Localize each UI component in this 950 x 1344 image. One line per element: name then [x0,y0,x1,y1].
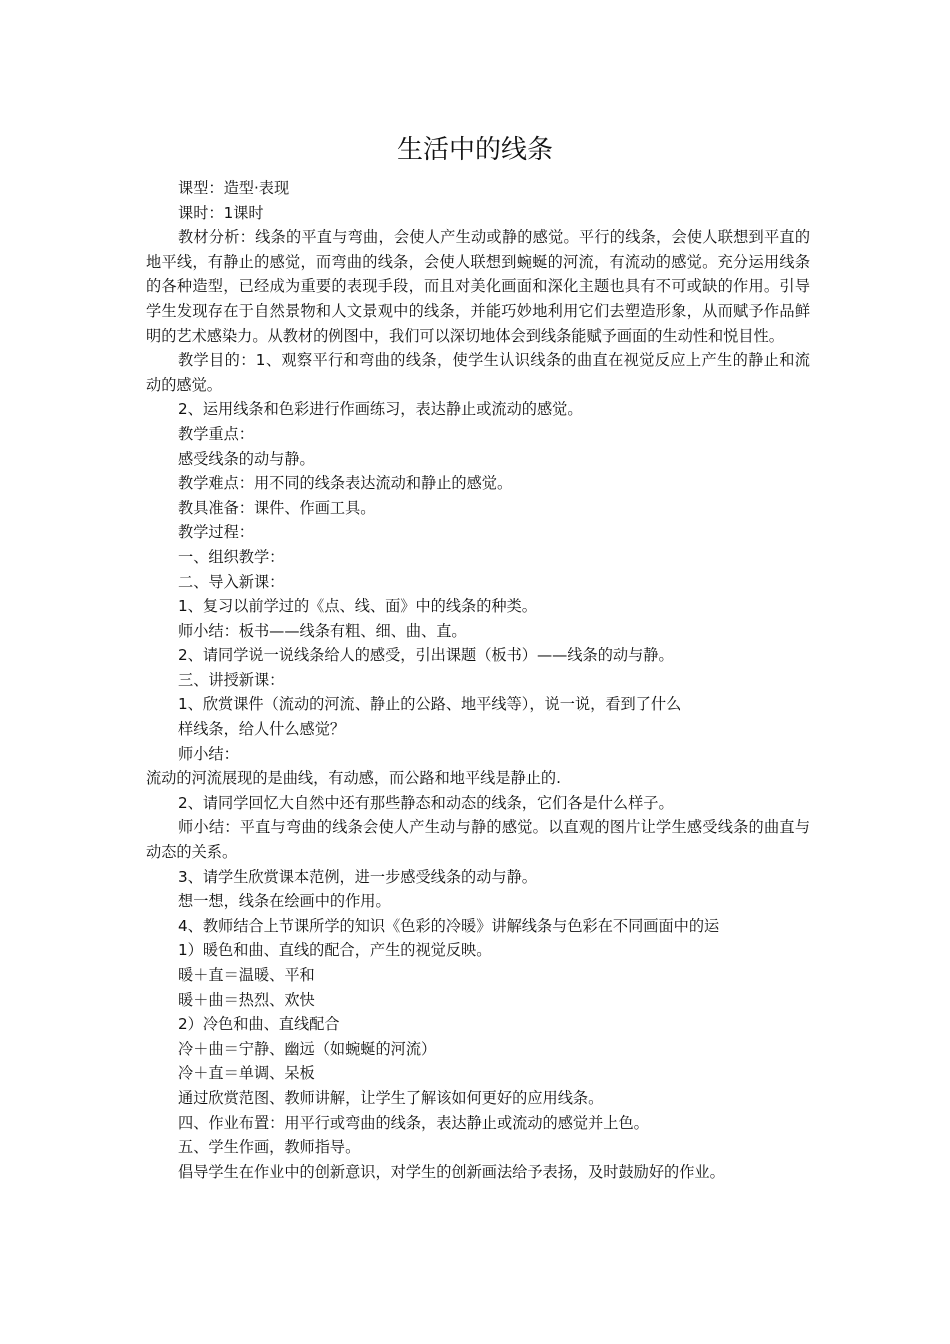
paragraph: 感受线条的动与静。 [178,449,315,468]
paragraph: 师小结：板书——线条有粗、细、曲、直。 [178,621,467,640]
paragraph: 流动的河流展现的是曲线，有动感，而公路和地平线是静止的. [146,769,561,788]
document-body [146,176,810,1184]
paragraph: 教材分析：线条的平直与弯曲，会使人产生动或静的感觉。平行的线条，会使人联想到平直的地平线，有静止的感觉，而弯曲的线条，会使人联想到蜿蜒的河流，有流动的感觉。充分运用线条的各种造型，已经成为重要的表现手段，而且对美化画面和深化主题也具有不可或缺的作用。引导学生发现存在于自然景物和人文景观中的线条，并能巧妙地利用它们去塑造形象，从而赋予作品鲜明的艺术感染力。从教材的例图中，我们可以深切地体会到线条能赋予画面的生动性和悦目性。 [146,228,810,345]
paragraph: 师小结：平直与弯曲的线条会使人产生动与静的感觉。以直观的图片让学生感受线条的曲直与动态的关系。 [146,818,810,862]
paragraph: 2、请同学说一说线条给人的感受，引出课题（板书）——线条的动与静。 [178,646,674,665]
paragraph: 暖＋直＝温暖、平和 [178,966,315,984]
paragraph: 3、请学生欣赏课本范例，进一步感受线条的动与静。 [178,867,537,886]
paragraph: 想一想，线条在绘画中的作用。 [178,892,391,911]
paragraph: 一、组织教学： [178,547,285,566]
paragraph: 五、学生作画，教师指导。 [178,1138,361,1157]
paragraph: 冷＋曲＝宁静、幽远（如蜿蜒的河流） [178,1039,437,1058]
paragraph: 教学过程： [178,523,254,542]
paragraph: 课型：造型·表现 [178,179,290,197]
paragraph: 教学目的：1、观察平行和弯曲的线条，使学生认识线条的曲直在视觉反应上产生的静止和流动的感觉。 [146,351,810,394]
paragraph: 倡导学生在作业中的创新意识，对学生的创新画法给予表扬，及时鼓励好的作业。 [178,1162,725,1181]
paragraph: 教学重点： [178,424,254,443]
paragraph: 课时：1课时 [178,203,264,222]
paragraph: 暖＋曲＝热烈、欢快 [178,990,315,1009]
paragraph: 二、导入新课： [178,572,285,591]
paragraph: 2、请同学回忆大自然中还有那些静态和动态的线条，它们各是什么样子。 [178,793,674,812]
paragraph: 1）暖色和曲、直线的配合，产生的视觉反映。 [178,941,492,960]
paragraph: 教学难点：用不同的线条表达流动和静止的感觉。 [178,474,513,493]
paragraph: 2、运用线条和色彩进行作画练习，表达静止或流动的感觉。 [178,400,583,419]
paragraph: 教具准备：课件、作画工具。 [178,498,376,517]
paragraph: 2）冷色和曲、直线配合 [178,1015,340,1034]
paragraph: 师小结： [178,744,239,763]
paragraph: 1、欣赏课件（流动的河流、静止的公路、地平线等），说一说，看到了什么 [178,695,682,714]
paragraph: 样线条，给人什么感觉？ [178,720,346,739]
paragraph: 4、教师结合上节课所学的知识《色彩的冷暖》讲解线条与色彩在不同画面中的运 [178,916,720,935]
paragraph: 通过欣赏范图、教师讲解，让学生了解该如何更好的应用线条。 [178,1088,604,1107]
paragraph: 三、讲授新课： [178,670,285,689]
paragraph: 四、作业布置：用平行或弯曲的线条，表达静止或流动的感觉并上色。 [178,1113,649,1132]
document-title: 生活中的线条 [396,135,553,165]
paragraph: 冷＋直＝单调、呆板 [178,1064,315,1083]
paragraph: 1、复习以前学过的《点、线、面》中的线条的种类。 [178,597,537,616]
